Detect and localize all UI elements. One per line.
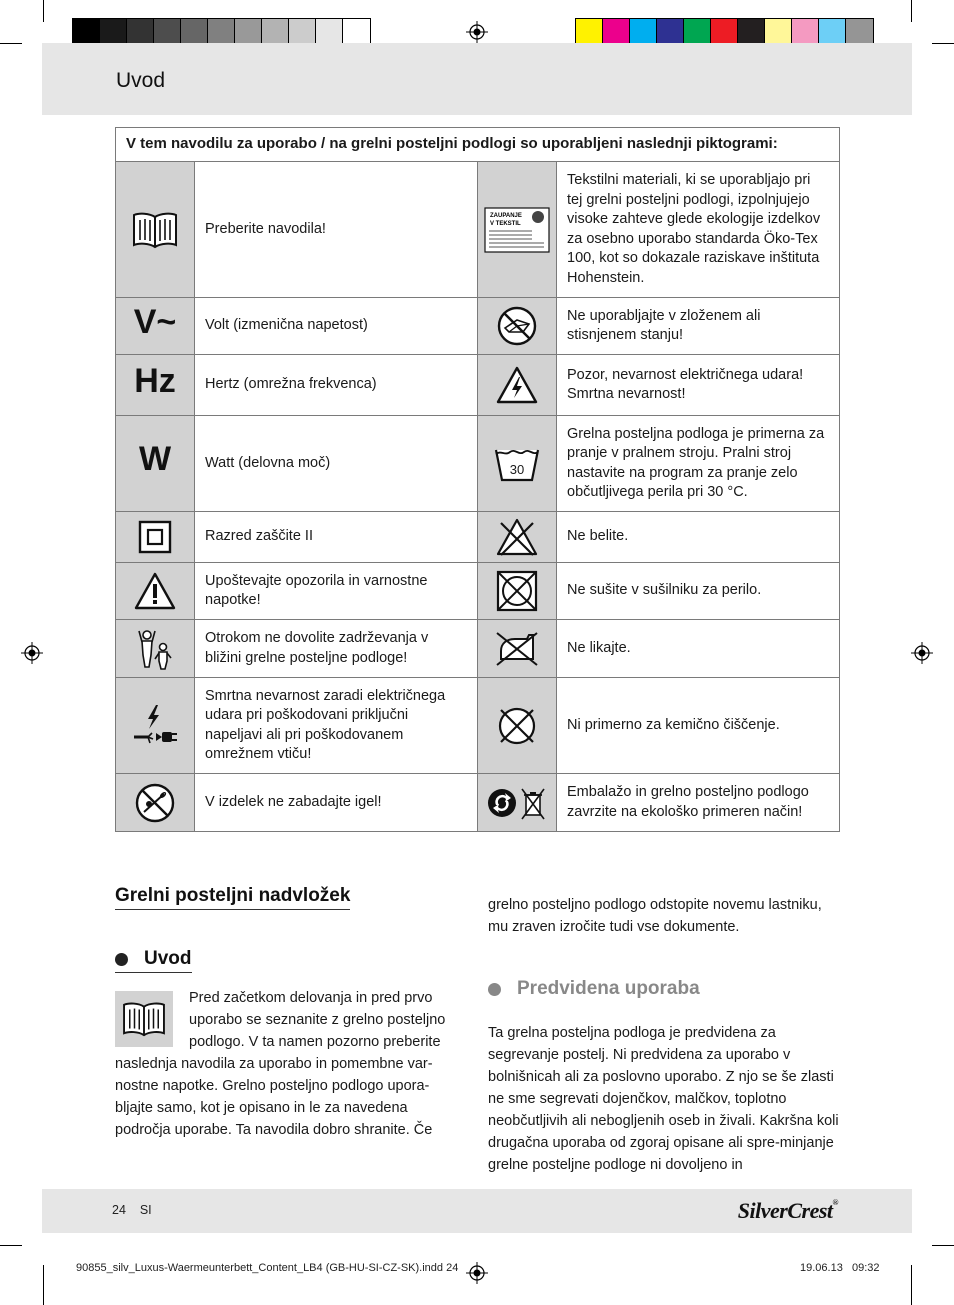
- intro-continuation: naslednja navodila za uporabo in pomembne var- nostne napotke. Grelno posteljno podlogo upora- bljajte samo, kot je opisano in le za navedena področja uporabe. Ta navodila dobro shranite. Če: [115, 1056, 433, 1138]
- process-swatch: [603, 19, 630, 45]
- crop-mark: [43, 0, 44, 22]
- table-heading: V tem navodilu za uporabo / na grelni posteljni podlogi so uporabljeni naslednji piktogrami:: [116, 128, 840, 162]
- process-swatch: [711, 19, 738, 45]
- pictogram-description: Ne sušite v sušilniku za perilo.: [557, 563, 840, 620]
- pictogram-description: Upoštevajte opozorila in varnostne napotke!: [195, 563, 478, 620]
- recycling-icon: [478, 774, 557, 832]
- table-row: [116, 416, 840, 512]
- pictogram-description: Ne uporabljajte v zloženem ali stisnjenem stanju!: [557, 298, 840, 355]
- damaged-cable-icon: [116, 678, 195, 774]
- process-swatch: [684, 19, 711, 45]
- warning-triangle-icon: [116, 563, 195, 620]
- gray-swatch: [208, 19, 235, 45]
- no-iron-icon: [478, 620, 557, 678]
- gray-swatch: [316, 19, 343, 45]
- pictogram-table: [115, 127, 840, 832]
- hertz-icon: [116, 355, 195, 416]
- volt-icon: [116, 298, 195, 355]
- watt-glyph: W: [138, 440, 172, 479]
- process-swatch: [846, 19, 873, 45]
- oeko-label-line2: V TEKSTIL: [490, 220, 521, 227]
- print-date: 19.06.13 09:32: [800, 1262, 880, 1274]
- no-needles-icon: [116, 774, 195, 832]
- crop-mark: [911, 1265, 912, 1305]
- pictogram-description: Razred zaščite II: [195, 512, 478, 563]
- bullet-icon: [115, 953, 128, 966]
- table-row: [116, 298, 840, 355]
- intro-paragraph: Pred začetkom delovanja in pred prvo uporabo se seznanite z grelno posteljno podlogo. V ta namen pozorno preberite: [189, 990, 446, 1050]
- footer-band: [42, 1189, 912, 1233]
- table-row: [116, 774, 840, 832]
- process-swatch: [792, 19, 819, 45]
- pictogram-description: Tekstilni materiali, ki se uporabljajo pri tej grelni posteljni podlogi, izpolnjujejo visoke zahteve glede ekologije izdelkov za osebno uporabo standarda Öko-Tex 100, kot so dokazale raziskave inštituta Hohenstein.: [557, 162, 840, 298]
- pictogram-description: Pozor, nevarnost električnega udara! Smrtna nevarnost!: [557, 355, 840, 416]
- gray-swatch: [100, 19, 127, 45]
- gray-swatch: [235, 19, 262, 45]
- header-band: [42, 43, 912, 115]
- crop-mark: [0, 1245, 22, 1246]
- protection-class-ii-icon: [116, 512, 195, 563]
- registration-mark-icon: [466, 1262, 488, 1284]
- book-icon: [116, 162, 195, 298]
- process-swatch: [738, 19, 765, 45]
- process-swatch: [819, 19, 846, 45]
- gray-swatch: [262, 19, 289, 45]
- continuation-paragraph: grelno posteljno podlogo odstopite novemu lastniku, mu zraven izročite tudi vse dokumente.: [488, 897, 822, 935]
- process-swatch: [657, 19, 684, 45]
- subsection-title-text: Predvidena uporaba: [517, 978, 700, 999]
- subsection-title-text: Uvod: [144, 948, 192, 969]
- pictogram-description: Embalažo in grelno posteljno podlogo zavrzite na ekološko primeren način!: [557, 774, 840, 832]
- page-number: 24 SI: [112, 1203, 152, 1217]
- registration-mark-icon: [466, 21, 488, 43]
- table-row: [116, 355, 840, 416]
- grayscale-color-bar: [72, 18, 371, 46]
- subsection-title-intro: [115, 948, 192, 973]
- hertz-glyph: Hz: [134, 361, 176, 400]
- crop-mark: [43, 1265, 44, 1305]
- crop-mark: [911, 0, 912, 22]
- no-dry-clean-icon: [478, 678, 557, 774]
- process-color-bar: [575, 18, 874, 46]
- electric-hazard-icon: [478, 355, 557, 416]
- children-warning-icon: [116, 620, 195, 678]
- pictogram-description: Hertz (omrežna frekvenca): [195, 355, 478, 416]
- wash-30-icon: [478, 416, 557, 512]
- gray-swatch: [289, 19, 316, 45]
- pictogram-description: Watt (delovna moč): [195, 416, 478, 512]
- pictogram-description: Ni primerno za kemično čiščenje.: [557, 678, 840, 774]
- subsection-title-intended-use: [488, 978, 840, 1000]
- process-swatch: [765, 19, 792, 45]
- registration-mark-icon: [21, 642, 43, 664]
- crop-mark: [932, 1245, 954, 1246]
- volt-glyph: V~: [133, 302, 177, 341]
- table-row: [116, 678, 840, 774]
- process-swatch: [576, 19, 603, 45]
- registration-mark-icon: [911, 642, 933, 664]
- book-icon: [115, 991, 173, 1047]
- page-title: Uvod: [116, 69, 166, 92]
- gray-swatch: [154, 19, 181, 45]
- pictogram-description: V izdelek ne zabadajte igel!: [195, 774, 478, 832]
- brand-logo: SilverCrest®: [737, 1198, 838, 1223]
- intended-use-paragraph: Ta grelna posteljna podloga je predvidena za segrevanje postelj. Ni predvidena za uporabo v bolnišnicah ali za poslovno uporabo. Z njo se še zlasti ne sme segrevati dojenčkov, malčkov, toplotno neobčutljivih ali nebogljenih oseb in živali. Kakršna koli drugačna uporaba od zgoraj opisane ali spre-minjanje grelne posteljne podloge ni dovoljeno in: [488, 1025, 839, 1173]
- pictogram-description: Grelna posteljna podloga je primerna za pranje v pralnem stroju. Pralni stroj nastavite na program za pranje zelo občutljivega perila pri 30 °C.: [557, 416, 840, 512]
- pictogram-description: Preberite navodila!: [195, 162, 478, 298]
- table-row: [116, 162, 840, 298]
- table-row: [116, 563, 840, 620]
- gray-swatch: [181, 19, 208, 45]
- watt-icon: [116, 416, 195, 512]
- crop-mark: [0, 43, 22, 44]
- pictogram-description: Otrokom ne dovolite zadrževanja v bližini grelne posteljne podloge!: [195, 620, 478, 678]
- bullet-icon: [488, 983, 501, 996]
- table-row: [116, 620, 840, 678]
- pictogram-description: Ne likajte.: [557, 620, 840, 678]
- gray-swatch: [127, 19, 154, 45]
- no-tumble-dry-icon: [478, 563, 557, 620]
- wash-temperature: 30: [509, 461, 525, 477]
- gray-swatch: [343, 19, 370, 45]
- gray-swatch: [73, 19, 100, 45]
- pictogram-description: Smrtna nevarnost zaradi električnega udara pri poškodovani priključni napeljavi ali pri poškodovanem omrežnem vtiču!: [195, 678, 478, 774]
- oeko-label-line1: ZAUPANJE: [490, 212, 522, 219]
- oeko-tex-label-icon: [478, 162, 557, 298]
- print-file-name: 90855_silv_Luxus-Waermeunterbett_Content_LB4 (GB-HU-SI-CZ-SK).indd 24: [76, 1262, 459, 1274]
- pictogram-description: Ne belite.: [557, 512, 840, 563]
- pictogram-description: Volt (izmenična napetost): [195, 298, 478, 355]
- process-swatch: [630, 19, 657, 45]
- left-column: [115, 885, 463, 1141]
- right-column: [488, 894, 840, 1176]
- section-title: Grelni posteljni nadvložek: [115, 885, 350, 910]
- table-row: [116, 512, 840, 563]
- no-bleach-icon: [478, 512, 557, 563]
- no-folding-icon: [478, 298, 557, 355]
- crop-mark: [932, 43, 954, 44]
- intro-block: [115, 987, 463, 1053]
